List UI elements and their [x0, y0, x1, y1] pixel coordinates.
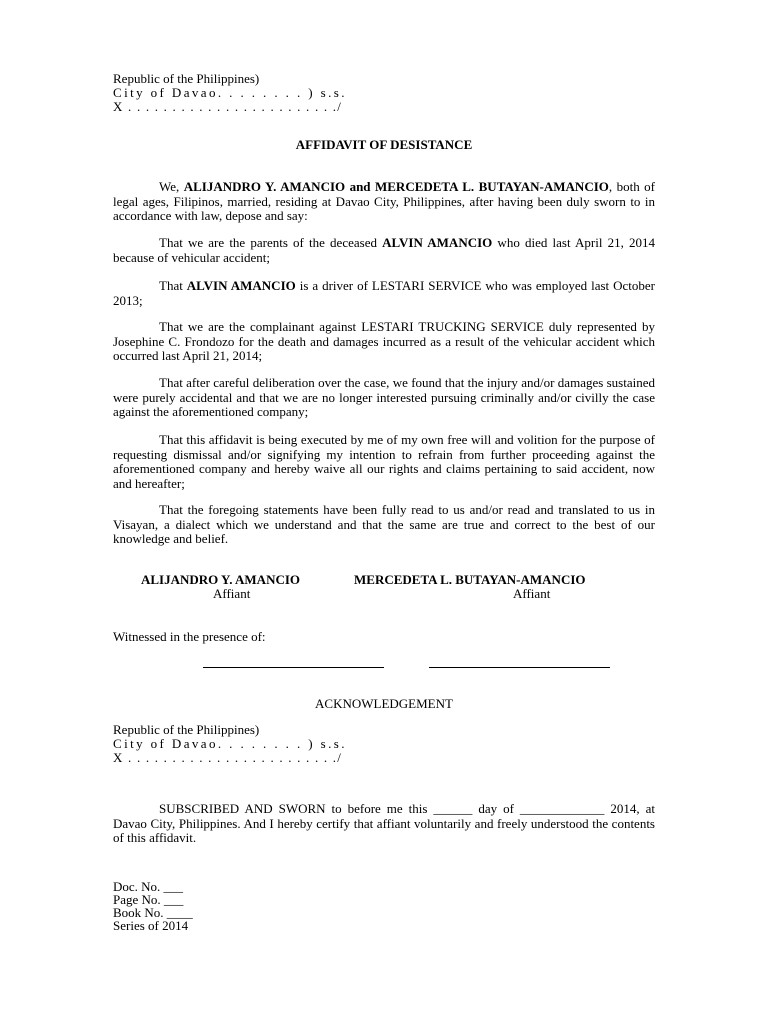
witness-signature-line-2 — [429, 667, 610, 668]
para1-name: ALVIN AMANCIO — [382, 235, 493, 250]
para2-name: ALVIN AMANCIO — [186, 278, 296, 293]
page-no: Page No. ___ — [113, 892, 184, 907]
intro-affiant2: MERCEDETA L. BUTAYAN-AMANCIO — [374, 179, 609, 194]
signature-role-2: Affiant — [513, 586, 551, 601]
witness-signature-line-1 — [203, 667, 384, 668]
book-no: Book No. ____ — [113, 905, 193, 920]
intro-and: and — [345, 179, 375, 194]
witness-label: Witnessed in the presence of: — [113, 629, 266, 644]
intro-rest: , both of legal ages, Filipinos, married, residing at Davao City, Philippines, after having been duly sworn to in accordance with law, depose and say: — [113, 179, 655, 223]
signature-role-1: Affiant — [213, 586, 251, 601]
paragraph-complainant: That we are the complainant against LESTARI TRUCKING SERVICE duly represented by Josephine C. Frondozo for the death and damages incurred as a result of the vehicular accident which occurred last April 21, 2014; — [113, 319, 655, 363]
para1-pre: That we are the parents of the deceased — [159, 235, 383, 250]
ack-city: City of Davao. . . . . . . . ) s.s. — [113, 736, 347, 751]
signature-name-2: MERCEDETA L. BUTAYAN-AMANCIO — [354, 572, 586, 587]
header-city: City of Davao. . . . . . . . ) s.s. — [113, 85, 347, 100]
paragraph-driver — [113, 279, 655, 308]
paragraph-deliberation: That after careful deliberation over the case, we found that the injury and/or damages sustained were purely accidental and that we are no longer interested pursuing criminally and/or civilly the case against the aforementioned company; — [113, 375, 655, 419]
paragraph-free-will: That this affidavit is being executed by me of my own free will and volition for the purpose of requesting dismissal and/or signifying my intention to refrain from further proceeding against the aforementioned company and hereby waive all our rights and claims pertaining to said accident, now and hereafter; — [113, 432, 655, 491]
header-republic: Republic of the Philippines) — [113, 71, 260, 86]
paragraph-foregoing: That the foregoing statements have been fully read to us and/or read and translated to us in Visayan, a dialect which we understand and that the same are true and correct to the best of our knowledge and belief. — [113, 502, 655, 546]
document-title: AFFIDAVIT OF DESISTANCE — [295, 137, 473, 152]
intro-paragraph — [113, 180, 655, 224]
ack-republic: Republic of the Philippines) — [113, 722, 260, 737]
intro-affiant1: ALIJANDRO Y. AMANCIO — [183, 179, 346, 194]
paragraph-parents — [113, 236, 655, 265]
signature-name-1: ALIJANDRO Y. AMANCIO — [141, 572, 301, 587]
series: Series of 2014 — [113, 918, 189, 933]
para2-pre: That — [159, 278, 187, 293]
intro-lead: We, — [159, 179, 184, 194]
para1-post: who died last April 21, 2014 because of vehicular accident; — [113, 235, 656, 265]
ack-x-line: X . . . . . . . . . . . . . . . . . . . . . . . ./ — [113, 750, 342, 765]
doc-no: Doc. No. ___ — [113, 879, 184, 894]
acknowledgement-body: SUBSCRIBED AND SWORN to before me this ______ day of _____________ 2014, at Davao City, Philippines. And I hereby certify that affiant voluntarily and freely understood the contents of this affidavit. — [113, 801, 655, 845]
acknowledgement-title: ACKNOWLEDGEMENT — [315, 696, 453, 711]
header-x-line: X . . . . . . . . . . . . . . . . . . . . . . . ./ — [113, 99, 342, 114]
para2-post: is a driver of LESTARI SERVICE who was employed last October 2013; — [113, 278, 655, 308]
